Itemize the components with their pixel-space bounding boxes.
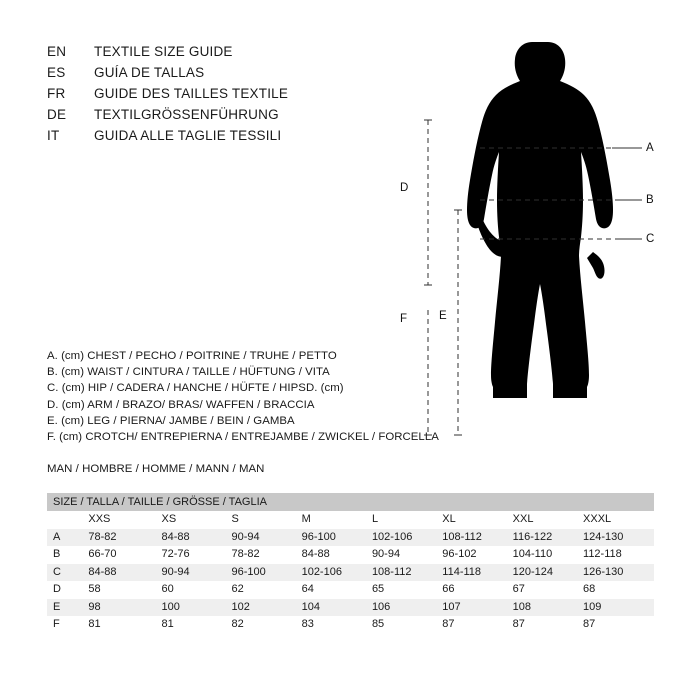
table-row — [47, 616, 654, 634]
cell: 96-100 — [302, 529, 372, 547]
language-code: DE — [47, 107, 67, 122]
cell: 90-94 — [232, 529, 302, 547]
header-cell-m: M — [302, 511, 372, 529]
cell: 66-70 — [88, 546, 161, 564]
language-row — [47, 128, 288, 149]
cell: 87 — [442, 616, 512, 634]
cell: 58 — [88, 581, 161, 599]
header-cell-xxl: XXL — [513, 511, 583, 529]
legend-item-b: B. (cm) WAIST / CINTURA / TAILLE / HÜFTUNG / VITA — [47, 366, 330, 379]
cell: 104-110 — [513, 546, 583, 564]
cell: 84-88 — [161, 529, 231, 547]
cell: 67 — [513, 581, 583, 599]
language-title: GUÍA DE TALLAS — [94, 65, 205, 80]
legend-item-e: E. (cm) LEG / PIERNA/ JAMBE / BEIN / GAMBA — [47, 414, 295, 427]
row-label: B — [47, 546, 88, 564]
legend-item-f: F. (cm) CROTCH/ ENTREPIERNA / ENTREJAMBE / ZWICKEL / FORCELLA — [47, 430, 439, 443]
language-code: FR — [47, 86, 66, 101]
cell: 116-122 — [513, 529, 583, 547]
cell: 62 — [232, 581, 302, 599]
header-cell-xl: XL — [442, 511, 512, 529]
table-title: SIZE / TALLA / TAILLE / GRÖSSE / TAGLIA — [47, 493, 654, 511]
cell: 82 — [232, 616, 302, 634]
language-title: TEXTILGRÖSSENFÜHRUNG — [94, 107, 279, 122]
row-label: A — [47, 529, 88, 547]
row-label: E — [47, 599, 88, 617]
header-cell-l: L — [372, 511, 442, 529]
cell: 60 — [161, 581, 231, 599]
cell: 84-88 — [302, 546, 372, 564]
cell: 78-82 — [88, 529, 161, 547]
label-f: F — [400, 313, 408, 325]
cell: 114-118 — [442, 564, 512, 582]
cell: 104 — [302, 599, 372, 617]
language-titles — [47, 44, 288, 149]
table-header-row — [47, 511, 654, 529]
table-row — [47, 546, 654, 564]
cell: 107 — [442, 599, 512, 617]
cell: 81 — [88, 616, 161, 634]
cell: 102-106 — [302, 564, 372, 582]
language-code: IT — [47, 128, 60, 143]
size-table — [47, 493, 654, 634]
cell: 96-102 — [442, 546, 512, 564]
row-label: C — [47, 564, 88, 582]
language-code: EN — [47, 44, 67, 59]
label-b: B — [646, 194, 654, 206]
language-title: TEXTILE SIZE GUIDE — [94, 44, 233, 59]
cell: 65 — [372, 581, 442, 599]
cell: 124-130 — [583, 529, 654, 547]
cell: 90-94 — [372, 546, 442, 564]
legend-item-d: D. (cm) ARM / BRAZO/ BRAS/ WAFFEN / BRACCIA — [47, 398, 315, 411]
language-code: ES — [47, 65, 66, 80]
header-cell-s: S — [232, 511, 302, 529]
cell: 108-112 — [372, 564, 442, 582]
cell: 78-82 — [232, 546, 302, 564]
label-c: C — [646, 233, 655, 245]
cell: 64 — [302, 581, 372, 599]
legend-item-c: C. (cm) HIP / CADERA / HANCHE / HÜFTE / HIPSD. (cm) — [47, 382, 344, 395]
legend-item-a: A. (cm) CHEST / PECHO / POITRINE / TRUHE / PETTO — [47, 350, 337, 362]
cell: 68 — [583, 581, 654, 599]
header-cell-blank — [47, 511, 88, 529]
table-title-row — [47, 493, 654, 511]
cell: 109 — [583, 599, 654, 617]
language-title: GUIDE DES TAILLES TEXTILE — [94, 86, 289, 101]
cell: 112-118 — [583, 546, 654, 564]
table-row — [47, 529, 654, 547]
cell: 100 — [161, 599, 231, 617]
cell: 98 — [88, 599, 161, 617]
header-cell-xxs: XXS — [88, 511, 161, 529]
size-table-wrapper — [47, 493, 654, 634]
label-a: A — [646, 142, 654, 154]
cell: 120-124 — [513, 564, 583, 582]
cell: 87 — [583, 616, 654, 634]
cell: 126-130 — [583, 564, 654, 582]
cell: 87 — [513, 616, 583, 634]
language-row — [47, 65, 288, 86]
language-row — [47, 44, 288, 65]
language-row — [47, 86, 288, 107]
header-cell-xxxl: XXXL — [583, 511, 654, 529]
cell: 84-88 — [88, 564, 161, 582]
language-title: GUIDA ALLE TAGLIE TESSILI — [94, 128, 282, 143]
cell: 72-76 — [161, 546, 231, 564]
cell: 108-112 — [442, 529, 512, 547]
cell: 83 — [302, 616, 372, 634]
cell: 90-94 — [161, 564, 231, 582]
header-cell-xs: XS — [161, 511, 231, 529]
man-silhouette-icon — [467, 42, 613, 398]
cell: 106 — [372, 599, 442, 617]
body-measurement-figure — [380, 20, 680, 470]
label-d: D — [400, 182, 409, 194]
gender-label: MAN / HOMBRE / HOMME / MANN / MAN — [47, 463, 265, 475]
silhouette-svg — [380, 20, 680, 470]
cell: 85 — [372, 616, 442, 634]
language-row — [47, 107, 288, 128]
row-label: D — [47, 581, 88, 599]
cell: 108 — [513, 599, 583, 617]
cell: 96-100 — [232, 564, 302, 582]
row-label: F — [47, 616, 88, 634]
cell: 102 — [232, 599, 302, 617]
table-row — [47, 564, 654, 582]
cell: 81 — [161, 616, 231, 634]
table-row — [47, 581, 654, 599]
cell: 66 — [442, 581, 512, 599]
label-e: E — [439, 310, 447, 322]
cell: 102-106 — [372, 529, 442, 547]
table-row — [47, 599, 654, 617]
